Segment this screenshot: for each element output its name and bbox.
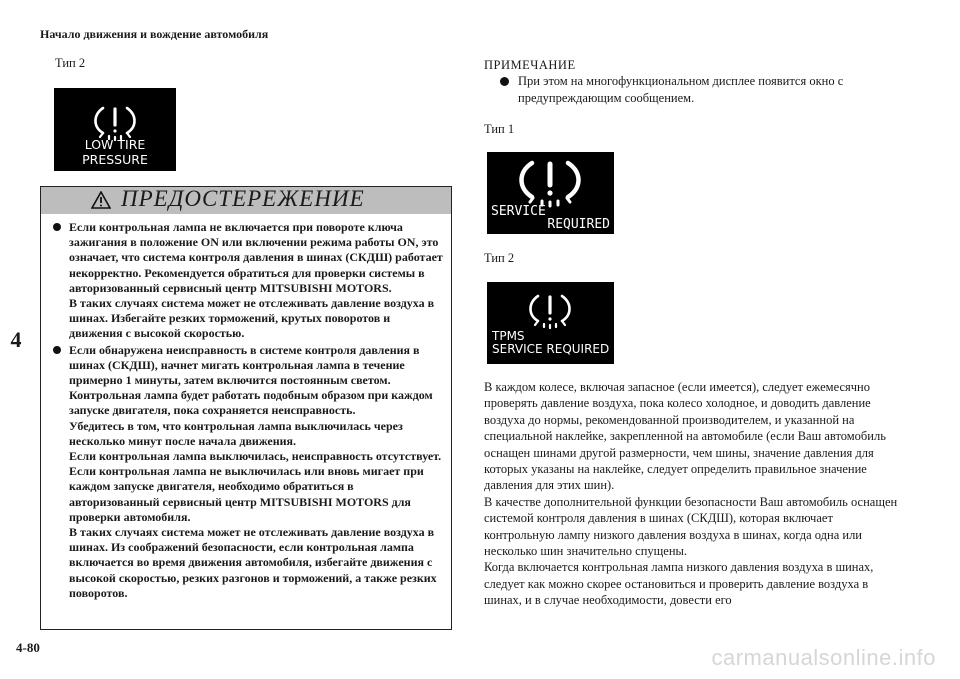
display-line-2: SERVICE REQUIRED (492, 342, 610, 356)
warning-header (41, 187, 451, 214)
warning-title: ПРЕДОСТЕРЕЖЕНИЕ (121, 186, 365, 211)
note-item (500, 73, 900, 107)
warning-paragraph: Если контрольная лампа не выключилась или вновь мигает при каждом запуске двигателя, необходимо обратиться в авторизованный сервисный центр MITSUBISHI MOTORS для проверки автомобиля. (69, 464, 424, 524)
body-paragraph: Когда включается контрольная лампа низкого давления воздуха в шинах, следует как можно скорее остановиться и проверить давление воздуха в шинах, и в случае необходимости, довести его (484, 560, 874, 608)
bullet-icon (53, 223, 61, 231)
warning-paragraph: Если обнаружена неисправность в системе контроля давления в шинах (СКДШ), начнет мигать контрольная лампа в течение примерно 1 минуты, затем включится постоянным светом. (69, 342, 420, 388)
body-paragraph: В каждом колесе, включая запасное (если имеется), следует ежемесячно проверять давление воздуха, пока колесо холодное, и доводить давление воздуха до нормы, рекомендованной производителем, и указанной на специальной наклейке, закрепленной на автомобиле (если Ваш автомобиль оснащен шинами другой размерности, чем шины, значение давления для которых указаны на наклейке, следует определить правильное значение давления для этих шин). (484, 380, 886, 493)
section-header: Начало движения и вождение автомобиля (40, 27, 269, 41)
display-line-1: SERVICE (491, 204, 546, 219)
warning-box (40, 186, 452, 630)
type-2-label: Тип 2 (55, 56, 86, 70)
display-message: LOW TIRE PRESSURE (82, 137, 148, 167)
chapter-tab: 4 (10, 327, 22, 352)
bullet-icon (53, 346, 61, 354)
note-text: При этом на многофункциональном дисплее появится окно с предупреждающим сообщением. (518, 74, 844, 105)
warning-paragraph: Контрольная лампа будет работать подобным образом при каждом запуске двигателя, пока сохраняется неисправность. (69, 388, 433, 418)
type-1-label: Тип 1 (484, 122, 515, 136)
page-number: 4-80 (16, 640, 40, 655)
type-2-label-right: Тип 2 (484, 251, 515, 265)
warning-paragraph: В таких случаях система может не отслеживать давление воздуха в шинах. Из соображений безопасности, если контрольная лампа включается во время движения автомобиля, избегайте движения с высокой скоростью, резких разгонов и торможений, а также резких поворотов. (69, 525, 437, 600)
watermark: carmanualsonline.info (711, 645, 936, 670)
warning-item (51, 343, 443, 601)
body-paragraph: В качестве дополнительной функции безопасности Ваш автомобиль оснащен системой контроля давления в шинах (СКДШ), которая включает контрольную лампу низкого давления воздуха в шинах, когда одна или несколько шин значительно спущены. (484, 494, 898, 559)
display-line-2: REQUIRED (547, 217, 610, 232)
warning-triangle-icon (91, 191, 111, 209)
service-required-display-type-2 (487, 282, 614, 364)
body-text (484, 379, 904, 609)
warning-paragraph: Если контрольная лампа не включается при повороте ключа зажигания в положение ON или включении режима работы ON, это означает, что система контроля давления в шинах (СКДШ) работает некорректно. Рекомендуется обратиться для проверки системы в авторизованный сервисный центр MITSUBISHI MOTORS. (69, 220, 443, 295)
service-required-display-type-1 (487, 152, 614, 234)
warning-paragraph: Убедитесь в том, что контрольная лампа выключилась через несколько минут после начала движения. (69, 418, 403, 448)
warning-list (51, 220, 443, 602)
display-line-1: TPMS (492, 329, 525, 343)
note-heading: ПРИМЕЧАНИЕ (484, 58, 576, 72)
low-tire-pressure-display (54, 88, 176, 171)
warning-item (51, 220, 443, 342)
warning-paragraph: В таких случаях система может не отслеживать давление воздуха в шинах. Избегайте резких торможений, крутых поворотов и движения с высокой скоростью. (69, 296, 435, 341)
bullet-icon (500, 77, 509, 86)
warning-paragraph: Если контрольная лампа выключилась, неисправность отсутствует. (69, 449, 442, 464)
